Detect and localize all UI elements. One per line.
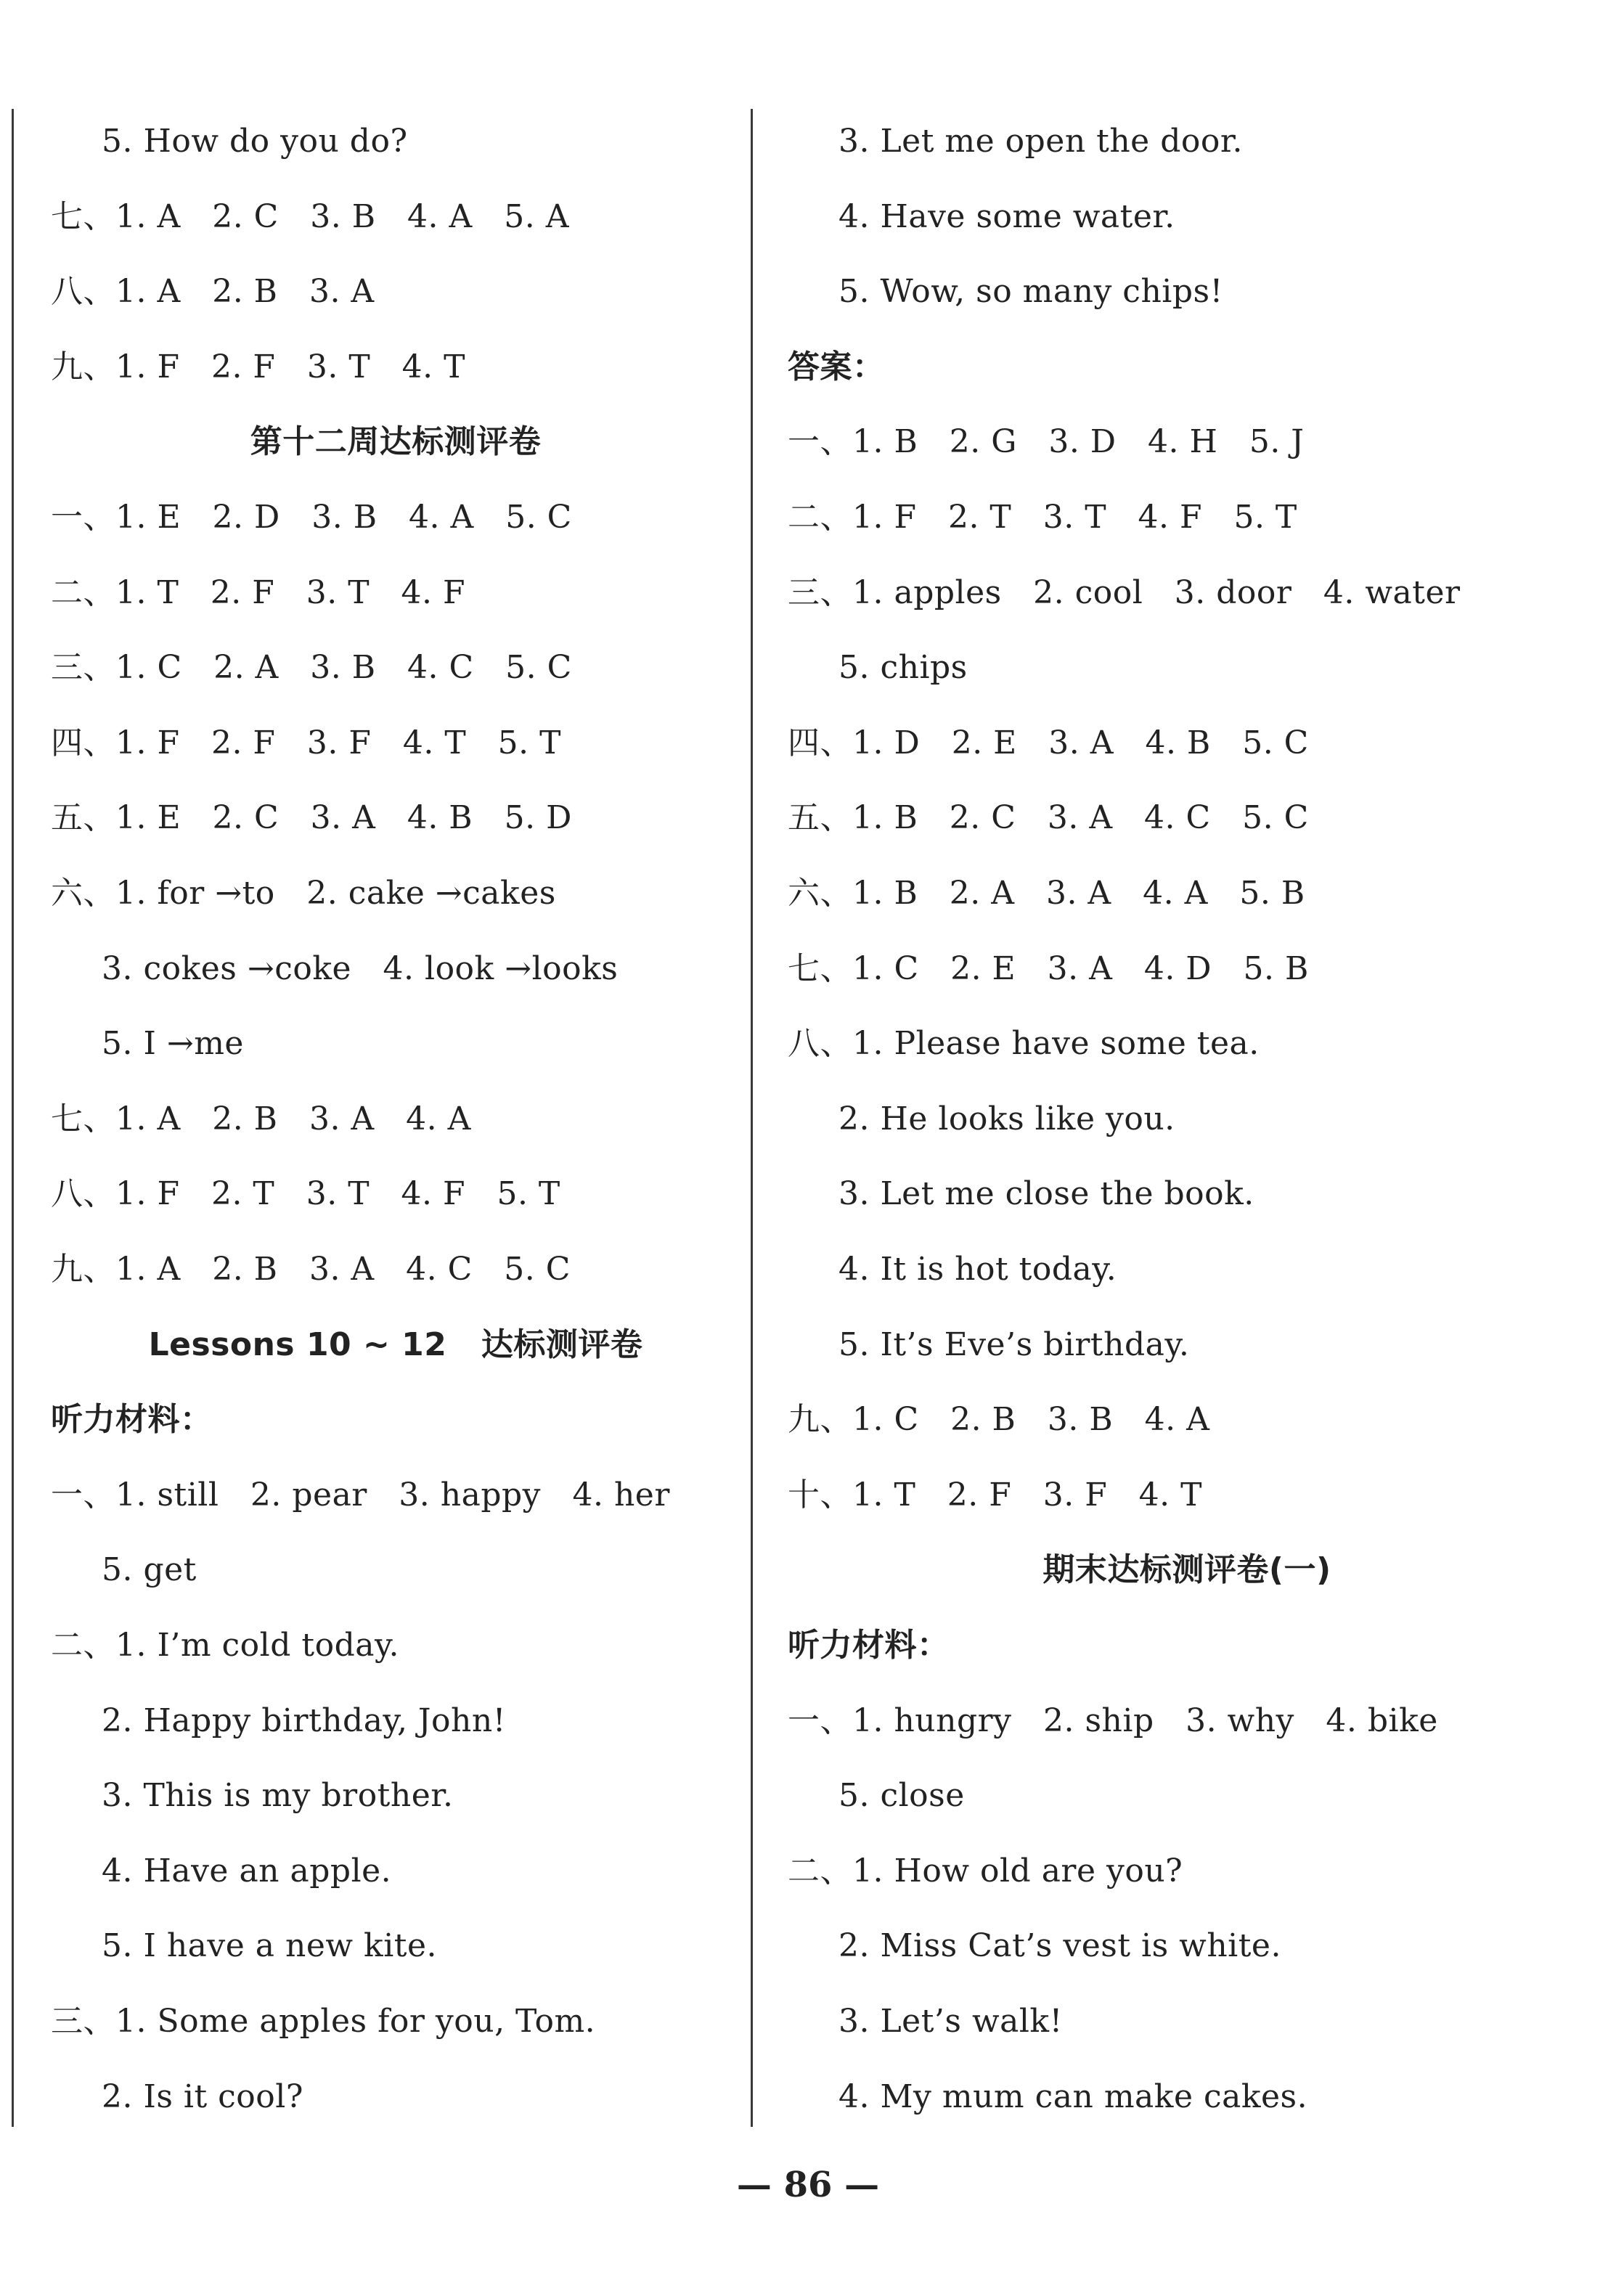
answer-line: 3. Let me close the book.: [838, 1175, 1254, 1213]
answer-line: 七、1. C 2. E 3. A 4. D 5. B: [788, 949, 1309, 987]
answer-line: 5. I →me: [102, 1025, 244, 1063]
answer-line: 四、1. F 2. F 3. F 4. T 5. T: [51, 724, 561, 761]
answer-line: 4. Have an apple.: [102, 1852, 392, 1889]
answer-line: 三、1. C 2. A 3. B 4. C 5. C: [51, 649, 572, 687]
answer-line: 5. Wow, so many chips!: [838, 273, 1223, 311]
answer-line: 七、1. A 2. B 3. A 4. A: [51, 1100, 471, 1137]
answer-line: 5. It’s Eve’s birthday.: [838, 1325, 1190, 1363]
answer-line: 5. close: [838, 1777, 965, 1815]
answer-line: 四、1. D 2. E 3. A 4. B 5. C: [788, 724, 1309, 761]
answer-line: 5. get: [102, 1551, 197, 1589]
answer-line: 六、1. for →to 2. cake →cakes: [51, 875, 556, 912]
answer-line: 二、1. F 2. T 3. T 4. F 5. T: [788, 499, 1297, 536]
left-margin-rule: [12, 109, 14, 2127]
answer-line: 八、1. A 2. B 3. A: [51, 273, 375, 311]
answer-line: 二、1. I’m cold today.: [51, 1627, 399, 1664]
column-divider-rule: [751, 109, 753, 2127]
answer-line: 3. cokes →coke 4. look →looks: [102, 949, 619, 987]
section-label: 听力材料：: [788, 1627, 950, 1664]
answer-line: 五、1. E 2. C 3. A 4. B 5. D: [51, 799, 572, 837]
section-title: Lessons 10 ~ 12 达标测评卷: [148, 1325, 643, 1363]
answer-line: 4. Have some water.: [838, 197, 1175, 235]
answer-line: 5. How do you do?: [102, 123, 408, 160]
answer-line: 九、1. A 2. B 3. A 4. C 5. C: [51, 1251, 571, 1288]
section-label: 听力材料：: [51, 1401, 213, 1439]
section-title: 期末达标测评卷(一): [1042, 1551, 1331, 1589]
answer-line: 一、1. hungry 2. ship 3. why 4. bike: [788, 1701, 1438, 1739]
answer-line: 3. This is my brother.: [102, 1777, 454, 1815]
answer-line: 5. I have a new kite.: [102, 1927, 437, 1965]
answer-line: 3. Let’s walk!: [838, 2003, 1063, 2040]
answer-line: 三、1. Some apples for you, Tom.: [51, 2003, 596, 2040]
answer-line: 3. Let me open the door.: [838, 123, 1244, 160]
answer-line: 八、1. F 2. T 3. T 4. F 5. T: [51, 1175, 560, 1213]
answer-line: 2. Miss Cat’s vest is white.: [838, 1927, 1281, 1965]
answer-line: 十、1. T 2. F 3. F 4. T: [788, 1476, 1202, 1513]
answer-line: 九、1. C 2. B 3. B 4. A: [788, 1401, 1210, 1439]
answer-line: 4. My mum can make cakes.: [838, 2078, 1308, 2115]
answer-line: 二、1. T 2. F 3. T 4. F: [51, 573, 465, 611]
answer-line: 2. He looks like you.: [838, 1100, 1175, 1137]
answer-line: 2. Happy birthday, John!: [102, 1701, 506, 1739]
answer-line: 九、1. F 2. F 3. T 4. T: [51, 348, 465, 385]
answer-line: 2. Is it cool?: [102, 2078, 303, 2115]
answer-line: 一、1. B 2. G 3. D 4. H 5. J: [788, 423, 1305, 461]
answer-line: 一、1. E 2. D 3. B 4. A 5. C: [51, 499, 572, 536]
section-label: 答案：: [788, 348, 885, 385]
answer-line: 八、1. Please have some tea.: [788, 1025, 1260, 1063]
answer-line: 三、1. apples 2. cool 3. door 4. water: [788, 573, 1461, 611]
page-number: — 86 —: [736, 2165, 880, 2205]
answer-line: 五、1. B 2. C 3. A 4. C 5. C: [788, 799, 1309, 837]
answer-line: 七、1. A 2. C 3. B 4. A 5. A: [51, 197, 569, 235]
answer-line: 二、1. How old are you?: [788, 1852, 1183, 1889]
answer-line: 5. chips: [838, 649, 968, 687]
section-title: 第十二周达标测评卷: [250, 423, 542, 461]
answer-line: 六、1. B 2. A 3. A 4. A 5. B: [788, 875, 1305, 912]
answer-line: 4. It is hot today.: [838, 1251, 1117, 1288]
answer-line: 一、1. still 2. pear 3. happy 4. her: [51, 1476, 670, 1513]
